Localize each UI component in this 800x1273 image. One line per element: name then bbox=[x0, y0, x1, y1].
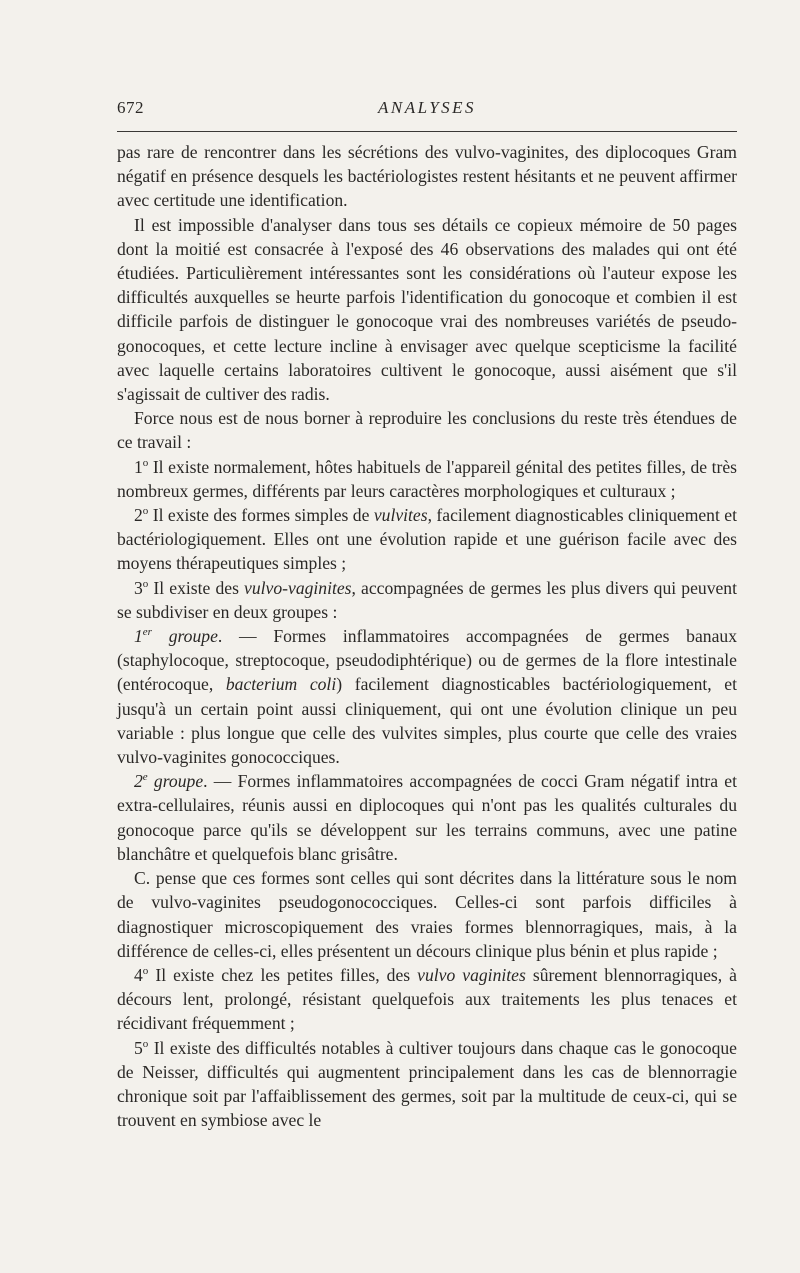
paragraph: 4$^o$ Il existe chez les petites filles, des vulvo vaginites sûrement blennorragiques, à décours lent, prolongé, résistant quelquefois aux traitements les plus tenaces et récidivant fréquemment ; bbox=[117, 964, 737, 1034]
paragraph: 5$^o$ Il existe des difficultés notables à cultiver toujours dans chaque cas le gonocoque de Neisser, difficultés qui augmentent principalement dans les cas de blennorragie chronique soit par l'affaiblissement des germes, soit par la multitude de ceux-ci, qui se trouvent en symbiose avec le bbox=[117, 1037, 737, 1131]
paragraph: 2e groupe. — Formes inflammatoires accompagnées de cocci Gram négatif intra et extra-cellulaires, réunis aussi en diplocoques qui n'ont pas les qualités culturales du gonocoque parce qu'ils se développent sur les terrains communs, avec une patine blanchâtre et quelquefois blanc grisâtre. bbox=[117, 771, 737, 864]
paragraph: Il est impossible d'analyser dans tous ses détails ce copieux mémoire de 50 pages dont la moitié est consacrée à l'exposé des 46 observations des malades qui ont été étudiées. Particulièrement intéressantes sont les considérations où l'auteur expose les difficultés auxquelles se heurte parfois l'identification du gonocoque et combien il est difficile parfois de distinguer le gonocoque vrai des nombreuses variétés de pseudo-gonocoques, et cette lecture incline à envisager avec quelque scepticisme la facilité avec laquelle certains laboratoires cultivent le gonocoque, aussi aisément que s'il s'agissait de cultiver des radis. bbox=[117, 214, 737, 405]
paragraph: 1er groupe. — Formes inflammatoires accompagnées de germes banaux (staphylocoque, streptocoque, pseudodiphtérique) ou de germes de la flore intestinale (entérocoque, bacterium coli) facilement diagnosticables bactériologiquement, et jusqu'à un certain point aussi cliniquement, qui ont une évolution clinique un peu variable : plus longue que celle des vulvites simples, plus courte que celle des vraies vulvo-vaginites gonococciques. bbox=[117, 626, 737, 768]
body-text bbox=[117, 140, 737, 1132]
paragraph: C. pense que ces formes sont celles qui sont décrites dans la littérature sous le nom de vulvo-vaginites pseudogonococciques. Celles-ci sont parfois difficiles à diagnostiquer microscopiquement des vraies formes blennorragiques, mais, à la différence de celles-ci, elles présentent un décours clinique plus bénin et plus rapide ; bbox=[117, 868, 737, 961]
paragraph: 3$^o$ Il existe des vulvo-vaginites, accompagnées de germes les plus divers qui peuvent se subdiviser en deux groupes : bbox=[117, 577, 737, 622]
paragraph: 2$^o$ Il existe des formes simples de vulvites, facilement diagnosticables cliniquement et bactériologiquement. Elles ont une évolution rapide et une guérison facile avec des moyens thérapeutiques simples ; bbox=[117, 505, 738, 574]
page-number: 672 bbox=[117, 98, 144, 117]
paragraph: 1$^o$ Il existe normalement, hôtes habituels de l'appareil génital des petites filles, de très nombreux germes, différents par leurs caractères morphologiques et culturaux ; bbox=[117, 456, 737, 501]
running-title: ANALYSES bbox=[377, 98, 477, 117]
paragraph: Force nous est de nous borner à reproduire les conclusions du reste très étendues de ce travail : bbox=[117, 408, 737, 453]
header-rule bbox=[117, 131, 737, 132]
running-header bbox=[117, 98, 737, 124]
paragraph: pas rare de rencontrer dans les sécrétions des vulvo-vaginites, des diplocoques Gram négatif en présence desquels les bactériologistes restent hésitants et ne peuvent affirmer avec certitude une identification. bbox=[117, 142, 737, 211]
